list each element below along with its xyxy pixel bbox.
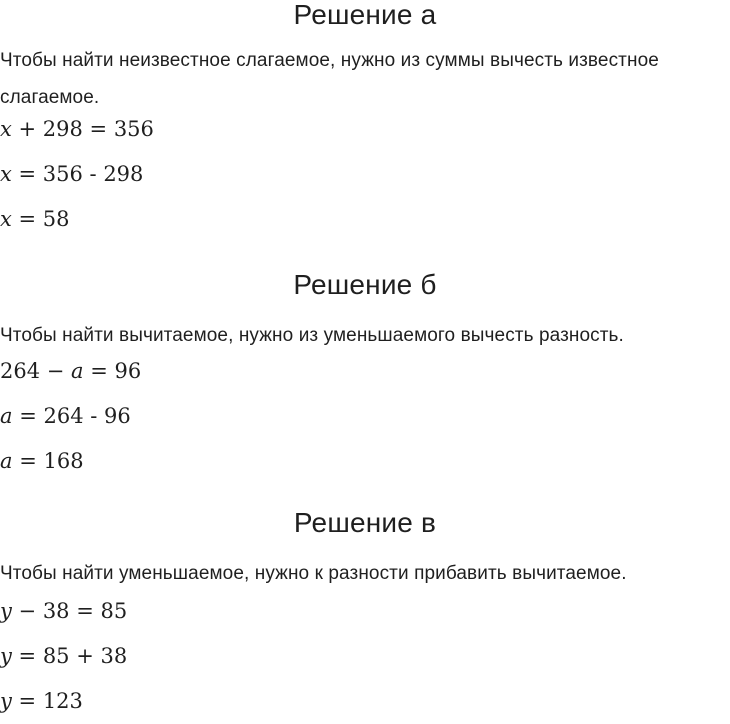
- equation-line: [0, 197, 730, 242]
- rule-text: Чтобы найти вычитаемое, нужно из уменьшаемого вычесть разность.: [0, 325, 624, 346]
- equation-variable: x: [0, 117, 12, 141]
- rule-text: Чтобы найти уменьшаемое, нужно к разности прибавить вычитаемое.: [0, 563, 627, 584]
- section-title: Решение б: [293, 269, 437, 300]
- equation-expression: + 298 = 356: [11, 117, 154, 141]
- equation-expression: = 356 - 298: [11, 162, 144, 186]
- equation-variable: a: [0, 449, 13, 473]
- equation-expression: = 85 + 38: [11, 644, 128, 668]
- equation-variable: x: [0, 162, 12, 186]
- equation-expression: = 168: [12, 449, 84, 473]
- section-title: Решение а: [293, 0, 437, 30]
- equation-line: [0, 152, 730, 197]
- equation-prefix: 264 −: [0, 359, 72, 383]
- equation-line: [0, 634, 730, 679]
- rule-text: Чтобы найти неизвестное слагаемое, нужно из суммы вычесть известное слагаемое.: [0, 50, 659, 108]
- equation-line: [0, 394, 730, 439]
- equation-line: [0, 349, 730, 394]
- section-title: Решение в: [293, 507, 437, 538]
- equation-variable: y: [0, 689, 12, 713]
- equation-line: [0, 439, 730, 484]
- equation-variable: x: [0, 207, 12, 231]
- equation-expression: = 58: [11, 207, 70, 231]
- equation-expression: − 38 = 85: [11, 599, 128, 623]
- equation-line: [0, 589, 730, 634]
- solution-section-a: [0, 0, 730, 242]
- equation-variable: y: [0, 599, 12, 623]
- equation-expression: = 96: [83, 359, 142, 383]
- solution-section-b: [0, 270, 730, 484]
- equation-variable: a: [0, 404, 13, 428]
- equation-expression: = 123: [11, 689, 83, 713]
- equation-expression: = 264 - 96: [12, 404, 131, 428]
- equation-variable: a: [71, 359, 84, 383]
- equation-variable: y: [0, 644, 12, 668]
- solution-section-c: [0, 508, 730, 724]
- equation-line: [0, 107, 730, 152]
- equation-line: [0, 679, 730, 724]
